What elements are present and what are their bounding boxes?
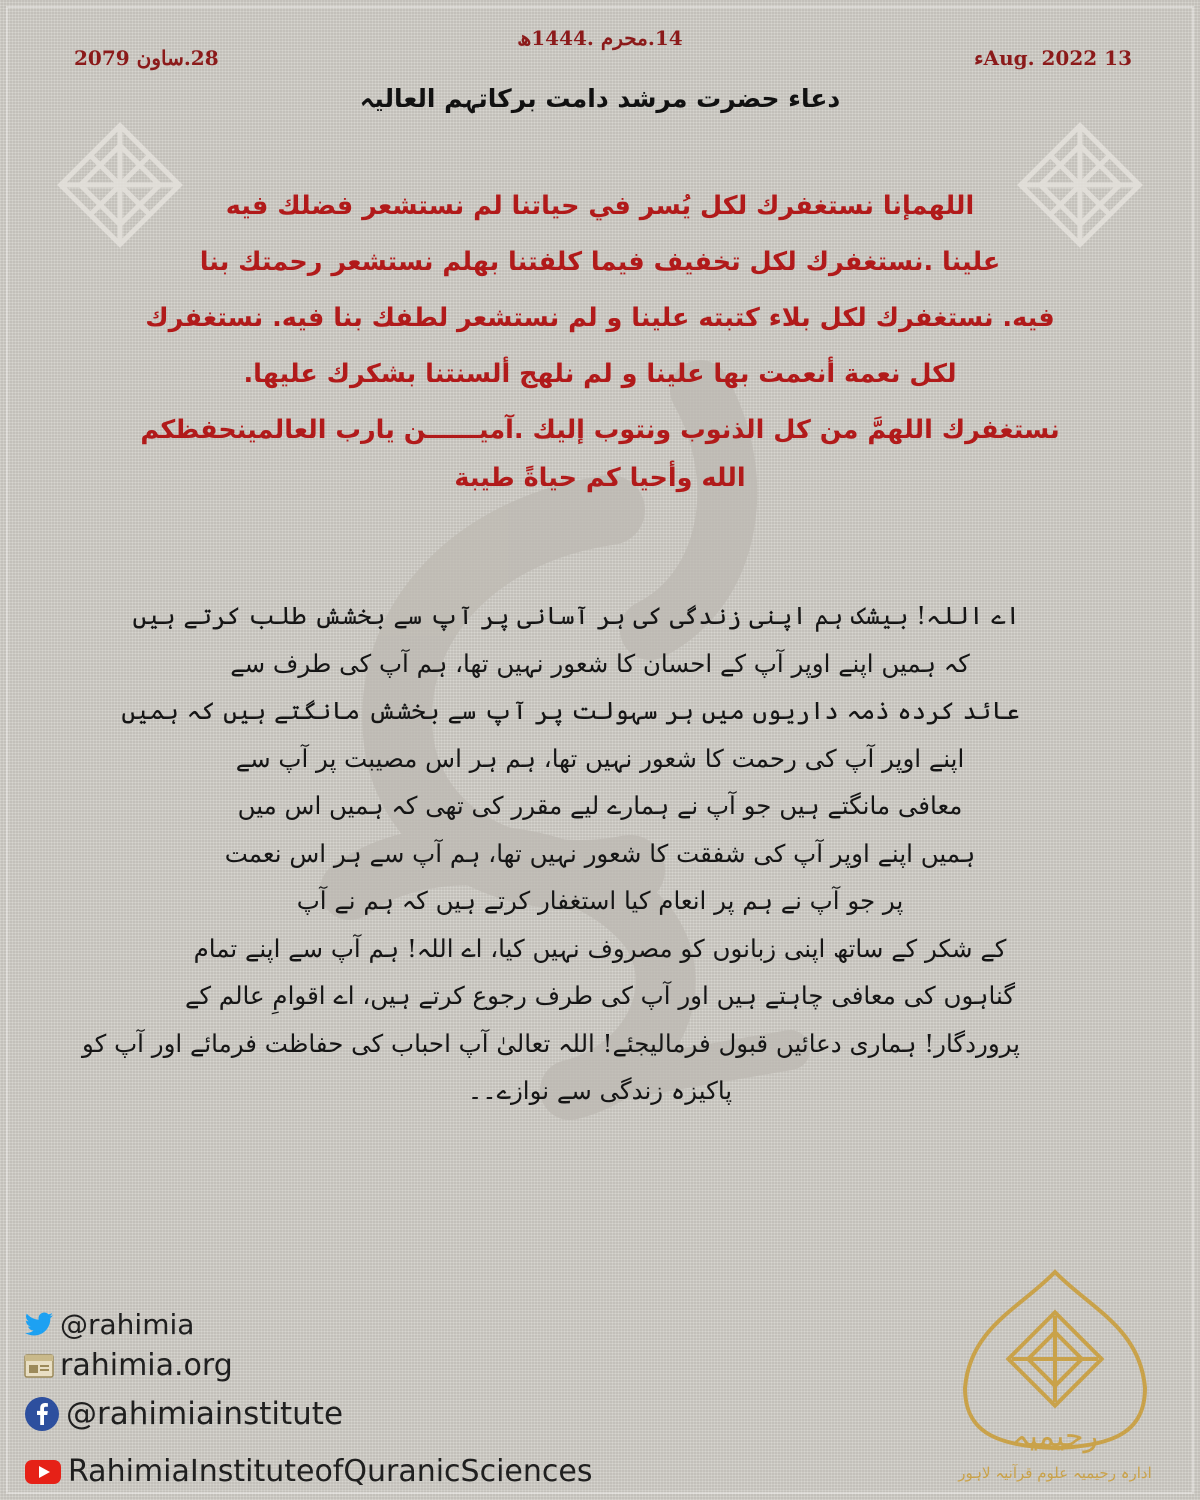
logo-wordmark: رحیمیہ xyxy=(1011,1419,1099,1454)
twitter-link[interactable] xyxy=(24,1308,194,1341)
hijri-date: 14.محرم .1444ھ xyxy=(517,26,683,50)
facebook-icon xyxy=(24,1396,60,1432)
urdu-line: پروردگار! ہماری دعائیں قبول فرمالیجئے! اللہ تعالیٰ آپ احباب کی حفاظت فرمائے اور آپ کو xyxy=(81,1028,1020,1058)
urdu-line: کے شکر کے ساتھ اپنی زبانوں کو مصروف نہیں کیا، اے اللہ! ہم آپ سے اپنے تمام xyxy=(193,933,1007,963)
rahimia-logo xyxy=(940,1268,1170,1490)
web-icon xyxy=(24,1353,54,1379)
urdu-translation xyxy=(81,592,1020,1115)
twitter-bird-icon xyxy=(24,1312,54,1338)
website-url: rahimia.org xyxy=(60,1348,233,1383)
urdu-line: اپنے اوپر آپ کی رحمت کا شعور نہیں تھا، ہم ہر اس مصیبت پر آپ سے xyxy=(235,743,965,773)
urdu-line: اے اللہ! بیشک ہم اپنی زندگی کی ہر آسانی پر آپ سے بخشش طلب کرتے ہیں xyxy=(132,601,1020,630)
urdu-line: گناہوں کی معافی چاہتے ہیں اور آپ کی طرف رجوع کرتے ہیں، اے اقوامِ عالم کے xyxy=(184,981,1016,1010)
arabic-line: علينا .نستغفرك لكل تخفيف فيما كلفتنا بهلم نستشعر رحمتك بنا xyxy=(199,247,1001,277)
urdu-line: عائد کردہ ذمہ داریوں میں ہر سہولت پر آپ سے بخشش مانگتے ہیں کہ ہمیں xyxy=(121,696,1020,725)
urdu-line: پاکیزہ زندگی سے نوازے۔۔ xyxy=(467,1076,733,1105)
urdu-line: ہمیں اپنے اوپر آپ کی شفقت کا شعور نہیں تھا، ہم آپ سے ہر اس نعمت xyxy=(224,838,976,868)
youtube-icon xyxy=(24,1458,62,1486)
urdu-line: پر جو آپ نے ہم پر انعام کیا استغفار کرتے ہیں کہ ہم نے آپ xyxy=(296,886,904,915)
facebook-link[interactable] xyxy=(24,1396,343,1432)
urdu-line: معافی مانگتے ہیں جو آپ نے ہمارے لیے مقرر کی تھی کہ ہمیں اس میں xyxy=(237,791,963,820)
youtube-channel: RahimiaInstituteofQuranicSciences xyxy=(68,1454,593,1489)
youtube-link[interactable] xyxy=(24,1454,592,1489)
page-title: دعاء حضرت مرشد دامت برکاتہم العالیہ xyxy=(359,84,841,113)
logo-subtitle: ادارہ رحیمیہ علوم قرآنیہ لاہور xyxy=(958,1464,1152,1482)
arabic-line: لكل نعمة أنعمت بها علينا و لم نلهج ألسنتنا بشكرك عليها. xyxy=(243,359,957,389)
arabic-line: اللهمإنا نستغفرك لكل يُسر في حياتنا لم نستشعر فضلك فيه xyxy=(225,191,975,221)
arabic-prayer xyxy=(95,178,1105,498)
facebook-handle: @rahimiainstitute xyxy=(66,1396,344,1432)
twitter-handle: @rahimia xyxy=(60,1308,195,1341)
arabic-line: الله وأحيا كم حياةً طيبة xyxy=(454,463,746,493)
bikrami-date: 28.ساون 2079 xyxy=(74,46,219,70)
arabic-line: فيه. نستغفرك لكل بلاء كتبته علينا و لم نستشعر لطفك بنا فيه. نستغفرك xyxy=(145,303,1055,333)
urdu-line: کہ ہمیں اپنے اوپر آپ کے احسان کا شعور نہیں تھا، ہم آپ کی طرف سے xyxy=(230,648,970,678)
website-link[interactable] xyxy=(24,1348,233,1383)
gregorian-date: 13 Aug. 2022ء xyxy=(974,46,1132,70)
arabic-line: نستغفرك اللهمَّ من كل الذنوب ونتوب إليك .آميــــــن يارب العالمينحفظكم xyxy=(140,415,1060,445)
